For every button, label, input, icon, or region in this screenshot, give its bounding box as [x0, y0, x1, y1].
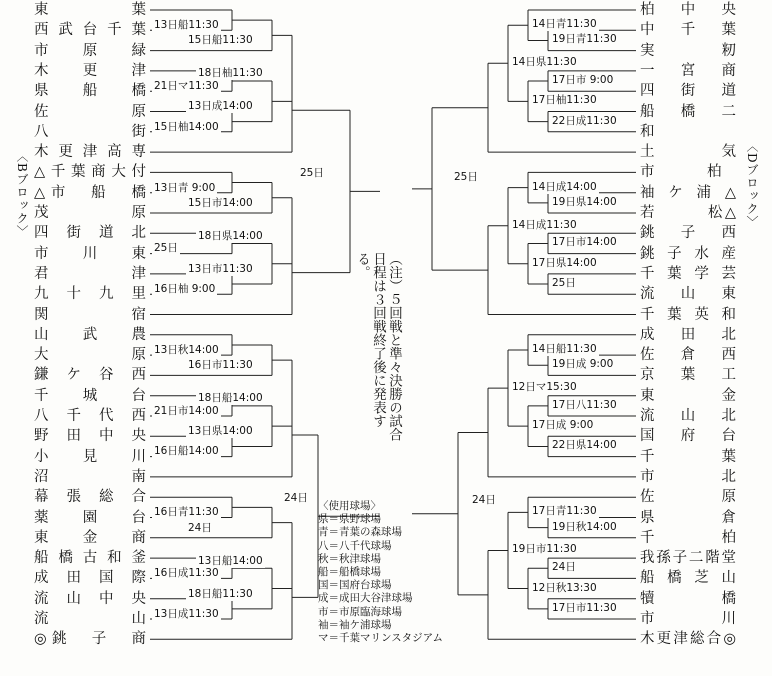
- team-name: 関 宿: [34, 306, 146, 323]
- team-name: 佐 原: [34, 103, 146, 120]
- team-name: 成田国際: [34, 570, 146, 587]
- game-schedule-label: 25日: [300, 167, 324, 180]
- team-name: 木更津総合◎: [640, 631, 736, 648]
- team-name: 中 千 葉: [640, 22, 736, 39]
- team-name: 銚 子 西: [640, 225, 736, 242]
- venue-legend-item: 市＝市原臨海球場: [318, 605, 402, 618]
- team-name: 銚子水産: [640, 245, 736, 262]
- team-name: 船橋古和釜: [34, 550, 146, 567]
- team-name: 薬 園 台: [34, 509, 146, 526]
- game-schedule-label: 17日市14:00: [552, 236, 617, 249]
- venue-legend-item: 八＝八千代球場: [318, 539, 392, 552]
- team-name: 茂 原: [34, 205, 146, 221]
- game-schedule-label: 22日県14:00: [552, 439, 617, 452]
- team-name: 和: [640, 123, 655, 140]
- block-d-label: 〈Dブロック〉: [745, 140, 759, 229]
- team-name: 君 津: [34, 265, 146, 282]
- venue-legend-item: 県＝県野球場: [318, 513, 381, 526]
- team-name: 犢 橋: [640, 590, 736, 607]
- game-schedule-label: 24日: [472, 493, 496, 506]
- game-schedule-label: 19日秋14:00: [552, 520, 617, 533]
- team-name: 沼 南: [34, 468, 146, 485]
- game-schedule-label: 13日青 9:00: [154, 181, 216, 194]
- venue-legend-items: [318, 513, 443, 645]
- team-name: 市 北: [640, 468, 736, 485]
- game-schedule-label: 17日県14:00: [532, 256, 597, 269]
- game-schedule-label: 16日成11:30: [154, 567, 219, 580]
- team-name: 船 橋 二: [640, 103, 736, 120]
- team-name: 八千代西: [34, 408, 146, 424]
- team-name: 千葉英和: [640, 306, 736, 323]
- team-name: △千葉商大付: [34, 164, 146, 181]
- team-name: 九十九里: [34, 286, 146, 303]
- venue-legend-item: 成＝成田大谷津球場: [318, 592, 413, 605]
- team-name: 東 葉: [34, 2, 146, 18]
- game-schedule-label: 15日柚14:00: [154, 120, 219, 133]
- game-schedule-label: 19日成 9:00: [552, 358, 614, 371]
- team-name: 県 船 橋: [34, 83, 146, 100]
- venue-legend-item: 国＝国府台球場: [318, 579, 392, 592]
- venue-legend-item: 青＝青葉の森球場: [318, 526, 402, 539]
- game-schedule-label: 15日市14:00: [188, 196, 253, 209]
- team-name: 県 倉: [640, 509, 736, 526]
- team-name: 木更津高専: [34, 144, 146, 161]
- game-schedule-label: 12日マ15:30: [512, 381, 577, 394]
- game-schedule-label: 14日成14:00: [532, 180, 597, 193]
- team-name: 船橋芝山: [640, 570, 736, 587]
- team-name: 鎌ケ谷西: [34, 367, 146, 384]
- team-name: 市 川 東: [34, 245, 146, 262]
- team-name: 市 原 緑: [34, 42, 146, 59]
- venue-legend: [318, 500, 443, 645]
- game-schedule-label: 17日八11:30: [552, 398, 617, 411]
- game-schedule-label: 18日柚11:30: [198, 67, 263, 80]
- team-name: 大 原: [34, 347, 146, 364]
- venue-legend-item: 袖＝袖ケ浦球場: [318, 618, 392, 631]
- team-name: 国 府 台: [640, 428, 736, 445]
- game-schedule-label: 18日船11:30: [188, 587, 253, 600]
- game-schedule-label: 14日成11:30: [512, 218, 577, 231]
- game-schedule-label: 13日船11:30: [154, 19, 219, 32]
- team-name: 山 武 農: [34, 326, 146, 343]
- game-schedule-label: 24日: [188, 521, 212, 534]
- game-schedule-label: 19日青11:30: [552, 33, 617, 46]
- team-name: 東 金 商: [34, 529, 146, 546]
- team-name: 野田中央: [34, 428, 146, 445]
- venue-legend-item: 船＝船橋球場: [318, 566, 381, 579]
- team-name: 千 城 台: [34, 387, 146, 404]
- team-name: 東 金: [640, 387, 736, 404]
- team-name: 柏 中 央: [640, 2, 736, 18]
- game-schedule-label: 13日秋14:00: [154, 343, 219, 356]
- team-name: 成 田 北: [640, 326, 736, 343]
- game-schedule-label: 21日マ11:30: [154, 80, 219, 93]
- game-schedule-label: 14日青11:30: [532, 18, 597, 31]
- game-schedule-label: 13日成11:30: [154, 607, 219, 620]
- team-name: 四 街 道: [640, 83, 736, 100]
- schedule-note: （注）５回戦と準々決勝の試合日程は３回戦終了後に発表する。: [354, 252, 402, 441]
- team-name: 流山中央: [34, 590, 146, 607]
- game-schedule-label: 16日市11:30: [188, 359, 253, 372]
- game-schedule-label: 13日船14:00: [198, 554, 263, 567]
- game-schedule-label: 17日柚11:30: [532, 94, 597, 107]
- team-name: 四街道北: [34, 225, 146, 242]
- team-name: 我孫子二階堂: [640, 550, 736, 567]
- team-name: 小 見 川: [34, 448, 146, 465]
- game-schedule-label: 16日船14:00: [154, 445, 219, 458]
- team-name: ◎銚 子 商: [34, 631, 146, 648]
- team-name: 木 更 津: [34, 62, 146, 79]
- team-name: 若 松△: [640, 205, 736, 221]
- game-schedule-label: 22日成11:30: [552, 114, 617, 127]
- game-schedule-label: 16日青11:30: [154, 506, 219, 519]
- team-name: 佐 原: [640, 489, 736, 506]
- game-schedule-label: 13日成14:00: [188, 100, 253, 113]
- team-name: 千 柏: [640, 529, 736, 546]
- game-schedule-label: 25日: [154, 242, 178, 255]
- game-schedule-label: 25日: [454, 170, 478, 183]
- game-schedule-label: 25日: [552, 277, 576, 290]
- team-name: 市 川: [640, 611, 736, 627]
- game-schedule-label: 17日成 9:00: [532, 419, 594, 432]
- venue-legend-item: マ＝千葉マリンスタジアム: [318, 632, 443, 645]
- game-schedule-label: 14日船11:30: [532, 343, 597, 356]
- team-name: 流 山 東: [640, 286, 736, 303]
- game-schedule-label: 12日秋13:30: [532, 581, 597, 594]
- game-schedule-label: 17日青11:30: [532, 505, 597, 518]
- team-name: 佐倉西: [640, 347, 736, 364]
- game-schedule-label: 17日市 9:00: [552, 74, 614, 87]
- team-name: 八 街: [34, 123, 146, 140]
- game-schedule-label: 24日: [552, 561, 576, 574]
- team-name: 千 葉: [640, 448, 736, 465]
- team-name: △市 船 橋: [34, 184, 146, 201]
- game-schedule-label: 19日県14:00: [552, 195, 617, 208]
- block-b-label: 〈Bブロック〉: [15, 150, 29, 238]
- team-name: 幕張総合: [34, 489, 146, 506]
- team-name: 土 気: [640, 144, 736, 161]
- game-schedule-label: 14日県11:30: [512, 56, 577, 69]
- game-schedule-label: 19日市11:30: [512, 543, 577, 556]
- team-name: 千葉学芸: [640, 265, 736, 282]
- team-name: 実 籾: [640, 42, 736, 59]
- team-name: 市 柏: [640, 164, 736, 181]
- team-name: 一 宮 商: [640, 62, 736, 79]
- team-name: 西武台千葉: [34, 22, 146, 39]
- team-name: 袖ケ浦△: [640, 184, 736, 201]
- game-schedule-label: 13日県14:00: [188, 425, 253, 438]
- venue-legend-item: 秋＝秋津球場: [318, 552, 381, 565]
- game-schedule-label: 21日市14:00: [154, 404, 219, 417]
- game-schedule-label: 18日船14:00: [198, 392, 263, 405]
- game-schedule-label: 16日柚 9:00: [154, 283, 216, 296]
- team-name: 京 葉 工: [640, 367, 736, 384]
- game-schedule-label: 24日: [284, 492, 308, 505]
- venue-legend-title: 〈使用球場〉: [318, 500, 381, 512]
- game-schedule-label: 18日県14:00: [198, 229, 263, 242]
- team-name: 流 山 北: [640, 408, 736, 424]
- team-name: 流 山: [34, 611, 146, 627]
- game-schedule-label: 13日市11:30: [188, 262, 253, 275]
- game-schedule-label: 15日船11:30: [188, 34, 253, 47]
- game-schedule-label: 17日市11:30: [552, 601, 617, 614]
